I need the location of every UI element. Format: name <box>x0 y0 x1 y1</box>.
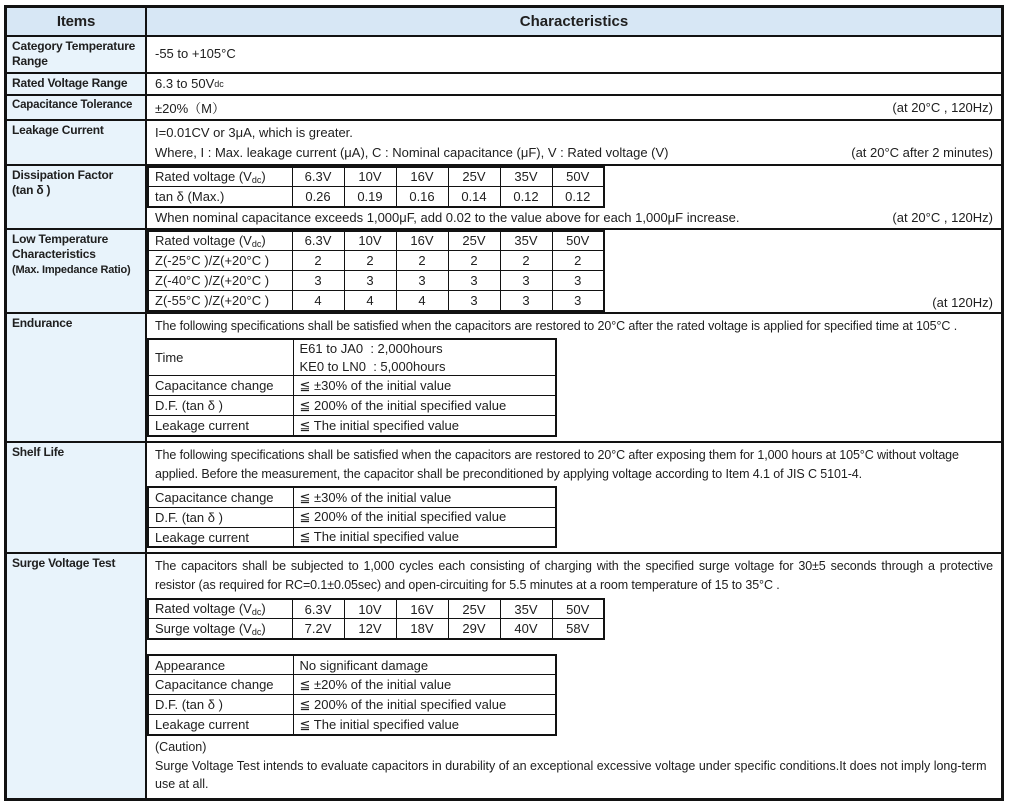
tan-value: 0.14 <box>448 187 500 207</box>
shelf-life-label: Shelf Life <box>7 443 147 553</box>
leakage-current-definition-line <box>147 144 1001 164</box>
surge-voltage-values-row <box>148 619 604 639</box>
voltage-10v: 10V <box>344 599 396 619</box>
impedance-value: 4 <box>344 291 396 311</box>
row-shelf-life <box>7 441 1001 553</box>
voltage-35v: 35V <box>500 231 552 251</box>
criteria-label: D.F. (tan δ ) <box>148 507 293 527</box>
surge-value: 18V <box>396 619 448 639</box>
endurance-time-value-1: E61 to JA0 : 2,000hours <box>299 341 443 357</box>
leakage-current-cell <box>147 121 1001 164</box>
criteria-label: D.F. (tan δ ) <box>148 396 293 416</box>
impedance-value: 2 <box>500 251 552 271</box>
voltage-10v: 10V <box>344 167 396 187</box>
dissipation-voltage-header <box>148 167 292 187</box>
shelf-capacitance-change-row <box>148 487 556 507</box>
endurance-capacitance-change-row <box>148 376 556 396</box>
impedance-ratio-row-minus55 <box>148 291 604 311</box>
capacitance-tolerance-value: ±20%（M） <box>155 100 225 116</box>
criteria-value: ≦ The initial specified value <box>293 527 556 547</box>
endurance-leakage-row <box>148 416 556 436</box>
impedance-value: 2 <box>552 251 604 271</box>
criteria-value: ≦ ±30% of the initial value <box>293 487 556 507</box>
vdc-subscript: dc <box>251 607 262 618</box>
tan-value: 0.26 <box>292 187 344 207</box>
impedance-ratio-row-minus40 <box>148 271 604 291</box>
shelf-leakage-row <box>148 527 556 547</box>
impedance-ratio-label: Z(-55°C )/Z(+20°C ) <box>148 291 292 311</box>
tan-delta-label: tan δ (Max.) <box>148 187 292 207</box>
tan-value: 0.19 <box>344 187 396 207</box>
criteria-label: Capacitance change <box>148 675 293 695</box>
impedance-value: 3 <box>344 271 396 291</box>
impedance-ratio-row-minus25 <box>148 251 604 271</box>
impedance-value: 2 <box>344 251 396 271</box>
rated-voltage-range-label: Rated Voltage Range <box>7 74 147 94</box>
shelf-life-table <box>147 486 557 548</box>
endurance-time-value-2: KE0 to LN0 : 5,000hours <box>299 358 446 374</box>
surge-rated-voltage-header <box>148 599 292 619</box>
low-temperature-table <box>147 230 605 312</box>
surge-appearance-row <box>148 655 556 675</box>
category-temperature-range-value: -55 to +105°C <box>155 46 236 61</box>
voltage-35v: 35V <box>500 599 552 619</box>
voltage-6v3: 6.3V <box>292 167 344 187</box>
criteria-label: Leakage current <box>148 715 293 735</box>
impedance-value: 3 <box>552 271 604 291</box>
tan-value: 0.16 <box>396 187 448 207</box>
surge-value: 12V <box>344 619 396 639</box>
rated-voltage-text-close: ) <box>261 232 266 248</box>
impedance-ratio-label: Z(-40°C )/Z(+20°C ) <box>148 271 292 291</box>
vdc-subscript: dc <box>251 626 262 637</box>
vdc-subscript: dc <box>251 238 262 249</box>
impedance-value: 2 <box>396 251 448 271</box>
low-temperature-label <box>7 230 147 312</box>
leakage-current-condition-note: (at 20°C after 2 minutes) <box>851 145 993 161</box>
max-impedance-ratio-label: (Max. Impedance Ratio) <box>12 263 131 276</box>
surge-df-row <box>148 695 556 715</box>
low-temp-voltage-header <box>148 231 292 251</box>
voltage-50v: 50V <box>552 167 604 187</box>
surge-voltage-table <box>147 598 605 640</box>
endurance-time-label: Time <box>148 339 293 376</box>
criteria-label: Leakage current <box>148 527 293 547</box>
surge-section-gap <box>147 640 1001 654</box>
voltage-25v: 25V <box>448 599 500 619</box>
criteria-value: ≦ The initial specified value <box>293 715 556 735</box>
row-dissipation-factor <box>7 164 1001 228</box>
low-temp-voltage-header-row <box>148 231 604 251</box>
criteria-value: ≦ ±20% of the initial value <box>293 675 556 695</box>
vdc-subscript: dc <box>251 174 262 185</box>
tan-delta-row <box>148 187 604 207</box>
capacitance-tolerance-line <box>147 96 1001 119</box>
voltage-50v: 50V <box>552 231 604 251</box>
leakage-current-label: Leakage Current <box>7 121 147 164</box>
criteria-label: Capacitance change <box>148 376 293 396</box>
surge-rated-voltage-row <box>148 599 604 619</box>
endurance-time-row <box>148 339 556 376</box>
voltage-25v: 25V <box>448 231 500 251</box>
criteria-label: Leakage current <box>148 416 293 436</box>
voltage-6v3: 6.3V <box>292 599 344 619</box>
row-endurance <box>7 312 1001 441</box>
criteria-value: No significant damage <box>293 655 556 675</box>
shelf-df-row <box>148 507 556 527</box>
impedance-ratio-label: Z(-25°C )/Z(+20°C ) <box>148 251 292 271</box>
surge-intro: The capacitors shall be subjected to 1,000 cycles each consisting of charging with the specified surge voltage for 30±5 seconds through a protective resistor (as required for RC=0.1±0.05sec) and open-circuiting for 5.5 minutes at a room temperature of 15 to 35°C . <box>155 559 993 593</box>
caution-title: (Caution) <box>155 739 207 754</box>
surge-value: 7.2V <box>292 619 344 639</box>
capacitance-tolerance-label: Capacitance Tolerance <box>7 96 147 119</box>
row-category-temperature-range <box>7 35 1001 72</box>
characteristics-column-header: Characteristics <box>147 8 1001 35</box>
items-column-header: Items <box>7 8 147 35</box>
low-temperature-label-text: Low Temperature Characteristics <box>12 231 109 262</box>
caution-text: Surge Voltage Test intends to evaluate capacitors in durability of an exceptional excessive voltage under specific conditions.It does not imply long-term use at all. <box>155 758 987 792</box>
surge-voltage-header <box>148 619 292 639</box>
dissipation-condition-note: (at 20°C , 120Hz) <box>892 210 993 226</box>
criteria-value: ≦ The initial specified value <box>293 416 556 436</box>
characteristics-spec-table <box>4 5 1004 801</box>
low-temperature-cell <box>147 230 1001 312</box>
impedance-value: 3 <box>448 291 500 311</box>
criteria-value: ≦ 200% of the initial specified value <box>293 695 556 715</box>
surge-voltage-text: Surge voltage (V <box>155 620 252 636</box>
dissipation-note-line <box>147 208 1001 228</box>
endurance-cell <box>147 314 1001 441</box>
row-rated-voltage-range <box>7 72 1001 94</box>
rated-voltage-range-value-text: 6.3 to 50V <box>155 76 215 92</box>
surge-criteria-table <box>147 654 557 736</box>
dissipation-note: When nominal capacitance exceeds 1,000μF, add 0.02 to the value above for each 1,000μF increase. <box>155 210 740 226</box>
endurance-intro: The following specifications shall be satisfied when the capacitors are restored to 20°C after the rated voltage is applied for specified time at 105°C . <box>155 318 958 333</box>
surge-capacitance-change-row <box>148 675 556 695</box>
capacitance-tolerance-condition-note: (at 20°C , 120Hz) <box>892 99 993 115</box>
voltage-16v: 16V <box>396 167 448 187</box>
vdc-subscript: dc <box>214 78 224 89</box>
surge-leakage-row <box>148 715 556 735</box>
impedance-value: 2 <box>292 251 344 271</box>
surge-voltage-text-close: ) <box>261 620 266 636</box>
criteria-label: Appearance <box>148 655 293 675</box>
surge-voltage-test-label: Surge Voltage Test <box>7 554 147 798</box>
dissipation-factor-label-line1: Dissipation Factor <box>12 167 114 182</box>
row-low-temperature-characteristics <box>7 228 1001 312</box>
rated-voltage-range-value <box>147 74 1001 94</box>
dissipation-factor-table <box>147 166 605 208</box>
rated-voltage-text: Rated voltage (V <box>155 601 252 617</box>
impedance-value: 3 <box>292 271 344 291</box>
row-surge-voltage-test <box>7 552 1001 798</box>
rated-voltage-text-close: ) <box>261 601 266 617</box>
voltage-35v: 35V <box>500 167 552 187</box>
criteria-value: ≦ ±30% of the initial value <box>293 376 556 396</box>
impedance-value: 3 <box>500 291 552 311</box>
tan-value: 0.12 <box>500 187 552 207</box>
impedance-value: 3 <box>448 271 500 291</box>
shelf-life-intro: The following specifications shall be satisfied when the capacitors are restored to 20°C after exposing them for 1,000 hours at 105°C without voltage applied. Before the measurement, the capacitor shall be preconditioned by applying voltage according to Item 4.1 of JIS C 5101-4. <box>155 447 959 481</box>
surge-value: 29V <box>448 619 500 639</box>
impedance-value: 3 <box>396 271 448 291</box>
shelf-life-cell <box>147 443 1001 553</box>
row-leakage-current <box>7 119 1001 164</box>
surge-value: 40V <box>500 619 552 639</box>
voltage-16v: 16V <box>396 231 448 251</box>
criteria-value: ≦ 200% of the initial specified value <box>293 396 556 416</box>
endurance-time-values <box>293 339 556 376</box>
dissipation-factor-cell <box>147 166 1001 228</box>
criteria-value: ≦ 200% of the initial specified value <box>293 507 556 527</box>
criteria-label: D.F. (tan δ ) <box>148 695 293 715</box>
criteria-label: Capacitance change <box>148 487 293 507</box>
dissipation-factor-label-line2: (tan δ ) <box>12 183 51 198</box>
tan-value: 0.12 <box>552 187 604 207</box>
row-capacitance-tolerance <box>7 94 1001 119</box>
rated-voltage-text: Rated voltage (V <box>155 168 252 184</box>
voltage-25v: 25V <box>448 167 500 187</box>
impedance-value: 4 <box>396 291 448 311</box>
voltage-10v: 10V <box>344 231 396 251</box>
impedance-value: 3 <box>552 291 604 311</box>
voltage-6v3: 6.3V <box>292 231 344 251</box>
dissipation-voltage-header-row <box>148 167 604 187</box>
surge-caution <box>147 736 1001 798</box>
voltage-16v: 16V <box>396 599 448 619</box>
rated-voltage-range-cell <box>147 74 1001 94</box>
endurance-df-row <box>148 396 556 416</box>
rated-voltage-text: Rated voltage (V <box>155 232 252 248</box>
category-temperature-range-cell <box>147 37 1001 72</box>
voltage-50v: 50V <box>552 599 604 619</box>
surge-value: 58V <box>552 619 604 639</box>
leakage-current-definition: Where, I : Max. leakage current (μA), C : Nominal capacitance (μF), V : Rated voltage (V) <box>155 145 669 161</box>
category-temperature-range-label: Category Temperature Range <box>7 37 147 72</box>
endurance-table <box>147 338 557 437</box>
capacitance-tolerance-cell <box>147 96 1001 119</box>
impedance-value: 4 <box>292 291 344 311</box>
table-header-row <box>7 8 1001 35</box>
impedance-value: 3 <box>500 271 552 291</box>
low-temperature-condition-note: (at 120Hz) <box>932 294 993 310</box>
dissipation-factor-label <box>7 166 147 228</box>
endurance-label: Endurance <box>7 314 147 441</box>
leakage-current-formula: I=0.01CV or 3μA, which is greater. <box>155 124 353 140</box>
impedance-value: 2 <box>448 251 500 271</box>
rated-voltage-text-close: ) <box>261 168 266 184</box>
